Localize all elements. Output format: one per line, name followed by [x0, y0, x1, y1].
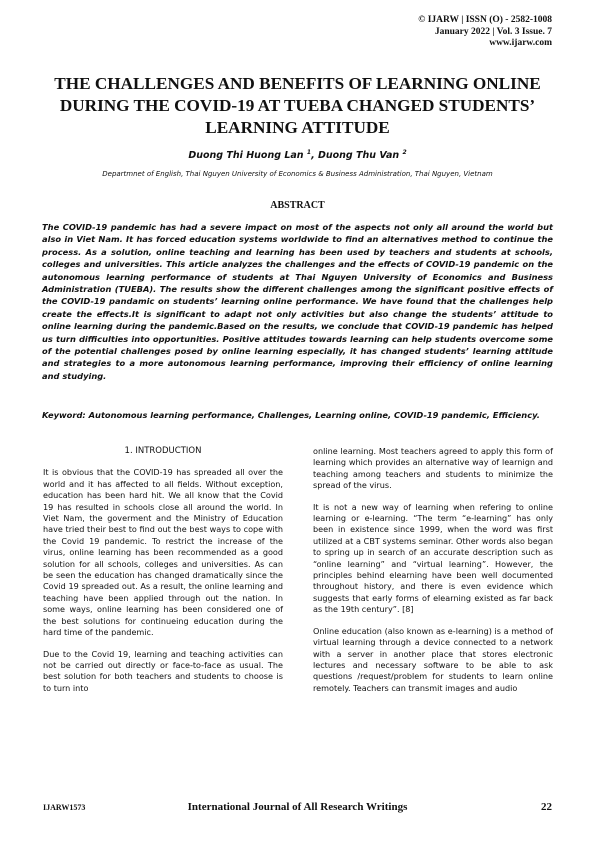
- intro-paragraph-5: Online education (also known as e-learning) is a method of virtual learning through a device connected to a network with a server in another place that stores electronic lectures and necessary software to be able to ask questions /request/problem for students to learn online remotely. Teachers can transmit images and audio: [313, 625, 553, 693]
- author-2-affiliation-mark: 2: [402, 149, 407, 156]
- left-column: [43, 446, 283, 704]
- keywords: Keyword: Autonomous learning performance, Challenges, Learning online, COVID-19 pandemic, Efficiency.: [42, 410, 540, 420]
- author-1: Duong Thi Huong Lan: [188, 150, 304, 162]
- section-heading-introduction: 1. INTRODUCTION: [124, 446, 202, 456]
- author-list: [45, 149, 550, 161]
- paper-title: THE CHALLENGES AND BENEFITS OF LEARNING ONLINE DURING THE COVID-19 AT TUEBA CHANGED STUDENTS’ LEARNING ATTITUDE: [54, 74, 541, 137]
- author-separator: ,: [311, 150, 318, 162]
- abstract-heading: ABSTRACT: [270, 200, 325, 211]
- page-footer: [43, 802, 552, 816]
- author-affiliation: Departmnet of English, Thai Nguyen University of Economics & Business Administration, Thai Nguyen, Vietnam: [102, 170, 493, 178]
- intro-paragraph-3: online learning. Most teachers agreed to apply this form of learning which provides an alternative way of learnign and teaching among teachers and students to minimize the spread of the virus.: [313, 446, 553, 491]
- header-issn: © IJARW | ISSN (O) - 2582-1008: [418, 15, 552, 25]
- author-2: Duong Thu Van: [317, 150, 400, 162]
- abstract-text: The COVID-19 pandemic has had a severe impact on most of the aspects not only all around the world but also in Viet Nam. It has forced education systems worldwide to find an alternatives method to continue the process. As a solution, online teaching and learning has been used by teachers and students at schools, colleges and universities. This article analyzes the challenges and the effects of COVID-19 pandemic on the autonomous learning performance of students at Thai Nguyen University of Economics and Business Administration (TUEBA). The results show the different challenges among the significant positive effects of the COVID-19 pandamic on students’ learning online performance. We have found that the challenges help create the effects.It is significant to adapt not only activities but also change the students’ attitude to online learning during the pandemic.Based on the results, we conclude that COVID-19 pandemic has helped us turn difficulties into opportunities. Positive attitudes towards learning can help students overcome some of the potential challenges posed by online learning especially, it has changed students’ learning attitude and strategies to a more autonomous learning performance, improving their efficiency of online learning and studying.: [42, 222, 553, 381]
- intro-paragraph-2: Due to the Covid 19, learning and teaching activities can not be carried out directly or face-to-face as usual. The best solution for both teachers and students to choose is to turn into: [43, 648, 283, 693]
- footer-page-number: 22: [541, 801, 552, 813]
- header-website: www.ijarw.com: [489, 38, 552, 48]
- footer-journal-name: International Journal of All Research Writings: [187, 801, 408, 813]
- right-column: [313, 446, 553, 704]
- header-issue: January 2022 | Vol. 3 Issue. 7: [434, 26, 552, 37]
- intro-paragraph-1: It is obvious that the COVID-19 has spreaded all over the world and it has affected to all fields. Without exception, education has been hard hit. We all know that the Covid 19 has resulted in schools close all around the world. In Viet Nam, the goverment and the Ministry of Education have tried their best to find out the best ways to cope with the Covid 19 pandemic. To restrict the increase of the virus, online learning has been recommended as a good solution for all schools, colleges and universities. As can be seen the education has changed dramatically since the Covid 19 spreaded out. As a result, the online learning and teaching have been applied through out the nation. In some ways, online learning has been considered one of the best solutions for continueing education during the hard time of the pandemic.: [43, 467, 283, 638]
- footer-article-id: IJARW1573: [43, 803, 86, 812]
- intro-paragraph-4: It is not a new way of learning when refering to online learning or e-learning. “The term “e-learning” has only been in existence since 1999, when the word was first utilized at a CBT systems seminar. Other words also began to spring up in search of an accurate description such as “online learning” and “virtual learning”. However, the principles behind elearning have been well documented throughout history, and there is even evidence which suggests that early forms of elearning existed as far back as the 19th century”. [8]: [313, 501, 553, 615]
- author-1-affiliation-mark: 1: [306, 149, 312, 156]
- journal-header: [418, 15, 552, 50]
